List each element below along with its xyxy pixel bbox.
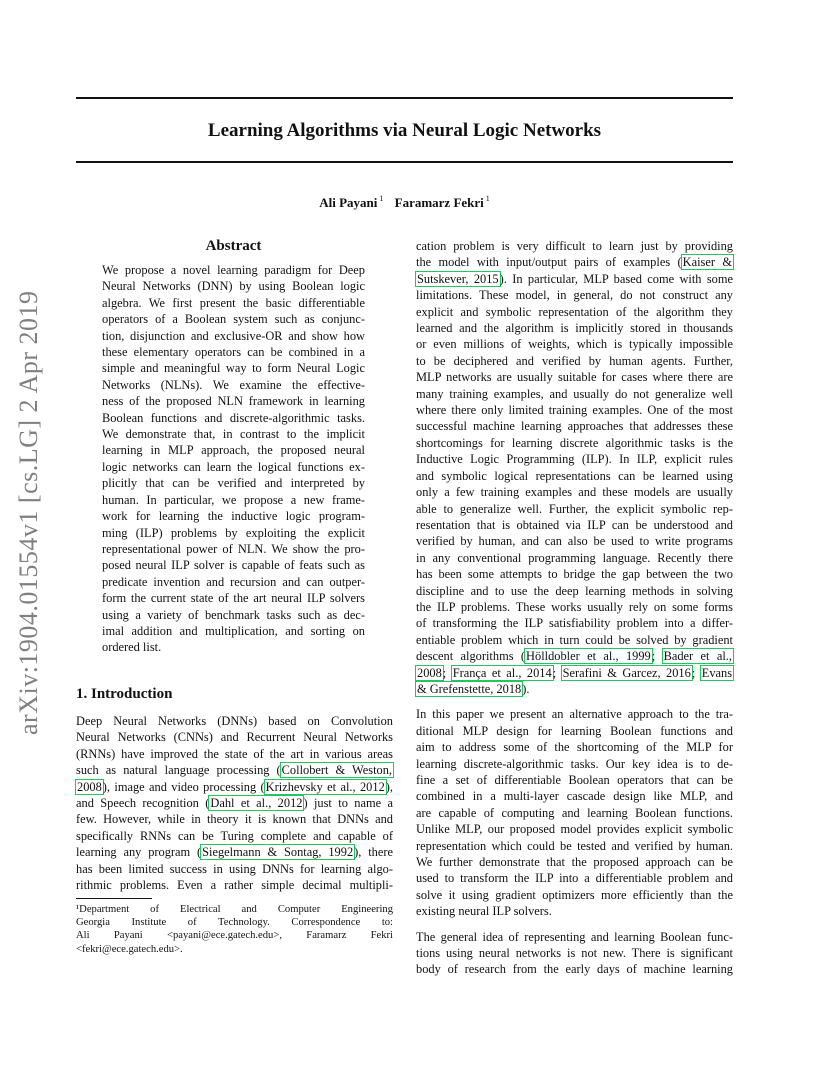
footnote-line: ¹Department of Electrical and Computer Engineering — [76, 904, 393, 915]
right-column-line: In this paper we present an alternative approach to the tra- — [416, 707, 733, 722]
abstract-line: these elementary operators can be combined in a — [102, 345, 365, 360]
abstract-line: form the current state of the art neural ILP solvers — [102, 591, 365, 606]
right-column-line: learning discrete-algorithmic tasks. Our key idea is to de- — [416, 756, 733, 771]
footnote-line: Georgia Institute of Technology. Correspondence to: — [76, 917, 393, 929]
introduction-line: (RNNs) have improved the state of the art in various areas — [76, 746, 393, 761]
right-column-line: where there only limited training examples. One of the most — [416, 403, 733, 418]
right-column-line: many training examples, and usually do not generalize well — [416, 386, 733, 401]
abstract-line: ordered list. — [102, 640, 162, 655]
footnote-line: Ali Payani <payani@ece.gatech.edu>, Faramarz Fekri — [76, 930, 393, 942]
paragraph-gap — [416, 697, 733, 706]
abstract-text — [102, 262, 365, 656]
citation-link[interactable]: 2008 — [417, 665, 442, 680]
right-column-line: shortcomings for learning discrete algorithmic tasks is the — [416, 435, 733, 450]
abstract-line: Boolean functions and discrete-algorithmic tasks. — [102, 410, 365, 425]
right-column-line: aim to address some of the shortcoming of the MLP for — [416, 740, 733, 755]
right-column-text — [416, 238, 733, 978]
abstract-line: predicate invention and recursion and can outper- — [102, 574, 365, 589]
introduction-line: such as natural language processing (Collobert & Weston, — [76, 763, 392, 778]
abstract-heading: Abstract — [205, 238, 262, 254]
introduction-line: few. However, while in theory it is known that DNNs and — [76, 812, 393, 827]
abstract-line: algebra. We first present the basic differentiable — [102, 295, 365, 310]
right-column-line: the ILP problems. These works usually rely on some forms — [416, 599, 733, 614]
right-column-line: used to transform the ILP into a differentiable problem and — [416, 871, 733, 886]
right-column-line: verified by human, and can also be used to write programs — [416, 534, 733, 549]
right-column-line: Sutskever, 2015). In particular, MLP based come with some — [417, 271, 733, 286]
paragraph-gap — [416, 920, 733, 929]
right-column-line: We further demonstrate that the proposed approach can be — [416, 855, 733, 870]
introduction-line: rithmic problems. Even a rather simple decimal multipli- — [76, 878, 393, 893]
author-name: Faramarz Fekri — [394, 195, 484, 210]
title-rule-bottom — [76, 161, 733, 163]
citation-link[interactable]: Collobert & Weston, — [281, 763, 392, 778]
right-column-line: & Grefenstette, 2018). — [417, 681, 530, 696]
right-column-line: able to generalize well. Further, the explicit symbolic rep- — [416, 501, 733, 516]
citation-link[interactable]: Dahl et al., 2012 — [210, 796, 303, 811]
citation-link[interactable]: & Grefenstette, 2018 — [417, 681, 522, 696]
abstract-line: We propose a novel learning paradigm for Deep — [102, 263, 365, 277]
abstract-line: Neural Networks (DNN) by using Boolean logic — [102, 279, 365, 294]
abstract-line: logic networks can learn the logical functions ex- — [102, 459, 365, 474]
right-column-line: ditional MLP design for learning Boolean functions and — [416, 723, 733, 738]
right-column-line: limitations. These model, in general, do not construct any — [416, 288, 733, 303]
abstract-line: plicitly that can be verified and interpreted by — [102, 476, 365, 491]
abstract-line: imal addition and multiplication, and sorting on — [102, 623, 365, 638]
paper-title: Learning Algorithms via Neural Logic Networks — [207, 120, 602, 141]
author-2 — [395, 190, 490, 212]
right-column-line: or even millions of weights, which is typically impossible — [416, 337, 733, 352]
abstract-line: operators of a Boolean system such as conjunc- — [102, 312, 365, 327]
right-column-line: Unlike MLP, our proposed model provides explicit symbolic — [416, 822, 733, 837]
introduction-line: learning any program (Siegelmann & Sontag, 1992), there — [76, 845, 393, 860]
abstract-line: ming (ILP) problems by exploiting the explicit — [102, 525, 365, 540]
right-column-line: only a few training examples and these models are usually — [416, 485, 733, 500]
right-column-line: descent algorithms (Hölldobler et al., 1999; Bader et al., — [416, 649, 732, 664]
introduction-line: Neural Networks (CNNs) and Recurrent Neural Networks — [76, 730, 393, 745]
right-column-line: successful machine learning approaches that addresses these — [416, 419, 733, 434]
right-column-line: combined in a multi-layer cascade design like MLP, and — [416, 789, 733, 804]
author-affil-mark: 1 — [485, 194, 490, 203]
right-column-line: discipline and to use the deep learning methods in solving — [416, 583, 733, 598]
right-column-line: tions using neural networks is not new. There is significant — [416, 946, 733, 961]
author-name: Ali Payani — [319, 195, 378, 210]
author-affil-mark: 1 — [379, 194, 384, 203]
citation-link[interactable]: Bader et al., — [663, 649, 732, 664]
abstract-line: representational power of NLN. We show the pro- — [102, 541, 365, 556]
abstract-line: tion, disjunction and exclusive-OR and show how — [102, 328, 365, 343]
citation-link[interactable]: Evans — [701, 665, 733, 680]
right-column-line: learned and the algorithm is implicitly stored in thousands — [416, 321, 733, 336]
footnote — [76, 903, 393, 956]
introduction-text — [76, 713, 393, 893]
right-column-line: the model with input/output pairs of examples (Kaiser & — [416, 255, 732, 270]
introduction-line: and Speech recognition (Dahl et al., 2012) just to name a — [76, 796, 393, 811]
author-list — [76, 190, 733, 212]
right-column-line: The general idea of representing and learning Boolean func- — [416, 929, 733, 944]
abstract-line: work for learning the inductive logic program- — [102, 509, 365, 524]
citation-link[interactable]: Serafini & Garcez, 2016 — [562, 665, 691, 680]
right-column-line: explicit and symbolic representation of the algorithm they — [416, 304, 733, 319]
right-column-line: body of research from the early days of machine learning — [416, 962, 733, 977]
introduction-line: has been limited success in using DNNs for learning algo- — [76, 861, 393, 876]
abstract-line: Networks (NLNs). We examine the effective- — [102, 377, 365, 392]
right-column-line: fine a set of differentiable Boolean operators that can be — [416, 773, 733, 787]
introduction-line: 2008), image and video processing (Krizhevsky et al., 2012), — [77, 779, 393, 794]
abstract-line: posed neural ILP solver is capable of feats such as — [102, 558, 365, 573]
right-column-line: entiable problem which in turn could be solved by gradient — [416, 632, 733, 647]
author-1 — [319, 190, 383, 212]
arxiv-identifier-stamp: arXiv:1904.01554v1 [cs.LG] 2 Apr 2019 — [14, 290, 43, 735]
right-column-line: MLP networks are usually suitable for cases where there are — [416, 370, 733, 385]
citation-link[interactable]: Hölldobler et al., 1999 — [526, 649, 651, 664]
section-heading-introduction: 1. Introduction — [76, 686, 173, 702]
citation-link[interactable]: Sutskever, 2015 — [417, 271, 499, 286]
right-column-line: 2008; França et al., 2014; Serafini & Garcez, 2016; Evans — [417, 665, 733, 680]
citation-link[interactable]: Krizhevsky et al., 2012 — [265, 779, 385, 794]
citation-link[interactable]: Siegelmann & Sontag, 1992 — [202, 845, 354, 860]
abstract-line: human. In particular, we propose a new frame- — [102, 492, 365, 507]
abstract-line: learning in MLP approach, the proposed neural — [102, 443, 365, 458]
right-column-line: in any conventional programming language. Recently there — [416, 550, 733, 565]
introduction-line: specifically RNNs can be Turing complete and capable of — [76, 828, 393, 843]
citation-link[interactable]: 2008 — [77, 779, 102, 794]
right-column-line: to be deciphered and verified by human agents. Further, — [416, 353, 733, 368]
citation-link[interactable]: Kaiser & — [682, 255, 732, 270]
title-rule-top — [76, 97, 733, 99]
right-column-line: cation problem is very difficult to learn just by providing — [416, 239, 733, 253]
right-column-line: resentation that is obtained via ILP can be understood and — [416, 517, 733, 532]
right-column-line: existing neural ILP solvers. — [416, 904, 552, 919]
right-column-line: are capable of computing and learning Boolean functions. — [416, 805, 733, 820]
right-column-line: of transforming the ILP satisfiability problem into a differ- — [416, 616, 733, 631]
abstract-line: using a variety of benchmark tasks such as dec- — [102, 607, 365, 622]
abstract-line: simple and meaningful way to form Neural Logic — [102, 361, 365, 376]
right-column-line: has been some attempts to bridge the gap between the two — [416, 567, 733, 582]
abstract-line: ness of the proposed NLN framework in learning — [102, 394, 365, 409]
right-column-line: and symbolic logical representations can be learned using — [416, 468, 733, 483]
right-column-line: Inductive Logic Programming (ILP). In ILP, explicit rules — [416, 452, 733, 467]
right-column-line: solve it using gradient optimizers more efficiently than the — [416, 887, 733, 902]
citation-link[interactable]: França et al., 2014 — [452, 665, 552, 680]
right-column-line: representation which could be tested and verified by human. — [416, 838, 733, 853]
abstract-line: We demonstrate that, in contrast to the implicit — [102, 427, 365, 442]
footnote-line: <fekri@ece.gatech.edu>. — [76, 943, 183, 955]
footnote-rule — [76, 898, 152, 899]
introduction-line: Deep Neural Networks (DNNs) based on Convolution — [76, 714, 393, 728]
